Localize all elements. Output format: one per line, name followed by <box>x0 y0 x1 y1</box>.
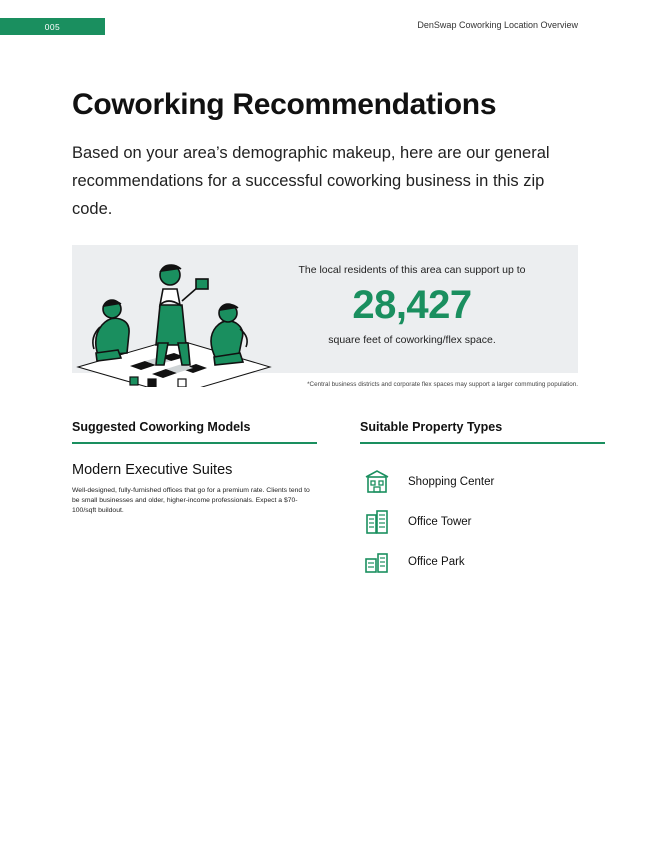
section-divider <box>72 442 317 444</box>
list-item <box>360 542 605 582</box>
document-header-title: DenSwap Coworking Location Overview <box>417 20 578 30</box>
property-types-section <box>360 420 605 582</box>
capacity-callout-panel <box>72 245 578 373</box>
capacity-unit-text: square feet of coworking/flex space. <box>328 334 496 346</box>
section-divider <box>360 442 605 444</box>
office-tower-icon <box>360 505 394 539</box>
page-title: Coworking Recommendations <box>72 88 497 121</box>
list-item <box>360 462 605 502</box>
property-type-label: Office Park <box>408 556 465 568</box>
list-item <box>360 502 605 542</box>
page-intro-paragraph: Based on your area’s demographic makeup, here are our general recommendations for a successful coworking business in this zip code. <box>72 144 550 218</box>
capacity-value: 28,427 <box>352 283 472 327</box>
page-header <box>0 18 650 36</box>
page-number-label: 005 <box>44 21 61 32</box>
capacity-lead-text: The local residents of this area can support up to <box>298 264 526 276</box>
capacity-footnote: *Central business districts and corporate flex spaces may support a larger commuting population. <box>307 381 578 388</box>
model-name: Modern Executive Suites <box>72 462 233 478</box>
model-description: Well-designed, fully-furnished offices that go for a premium rate. Clients tend to be small businesses and older, higher-income professionals. Expect a $70-100/sqft buildout. <box>72 487 310 514</box>
suggested-models-section <box>72 420 317 516</box>
property-types-heading: Suitable Property Types <box>360 420 503 434</box>
property-type-label: Shopping Center <box>408 476 495 488</box>
model-item <box>72 462 317 516</box>
property-type-label: Office Tower <box>408 516 472 528</box>
suggested-models-heading: Suggested Coworking Models <box>72 420 251 434</box>
office-park-icon <box>360 545 394 579</box>
capacity-text-block <box>247 245 577 373</box>
shopping-center-icon <box>360 465 394 499</box>
